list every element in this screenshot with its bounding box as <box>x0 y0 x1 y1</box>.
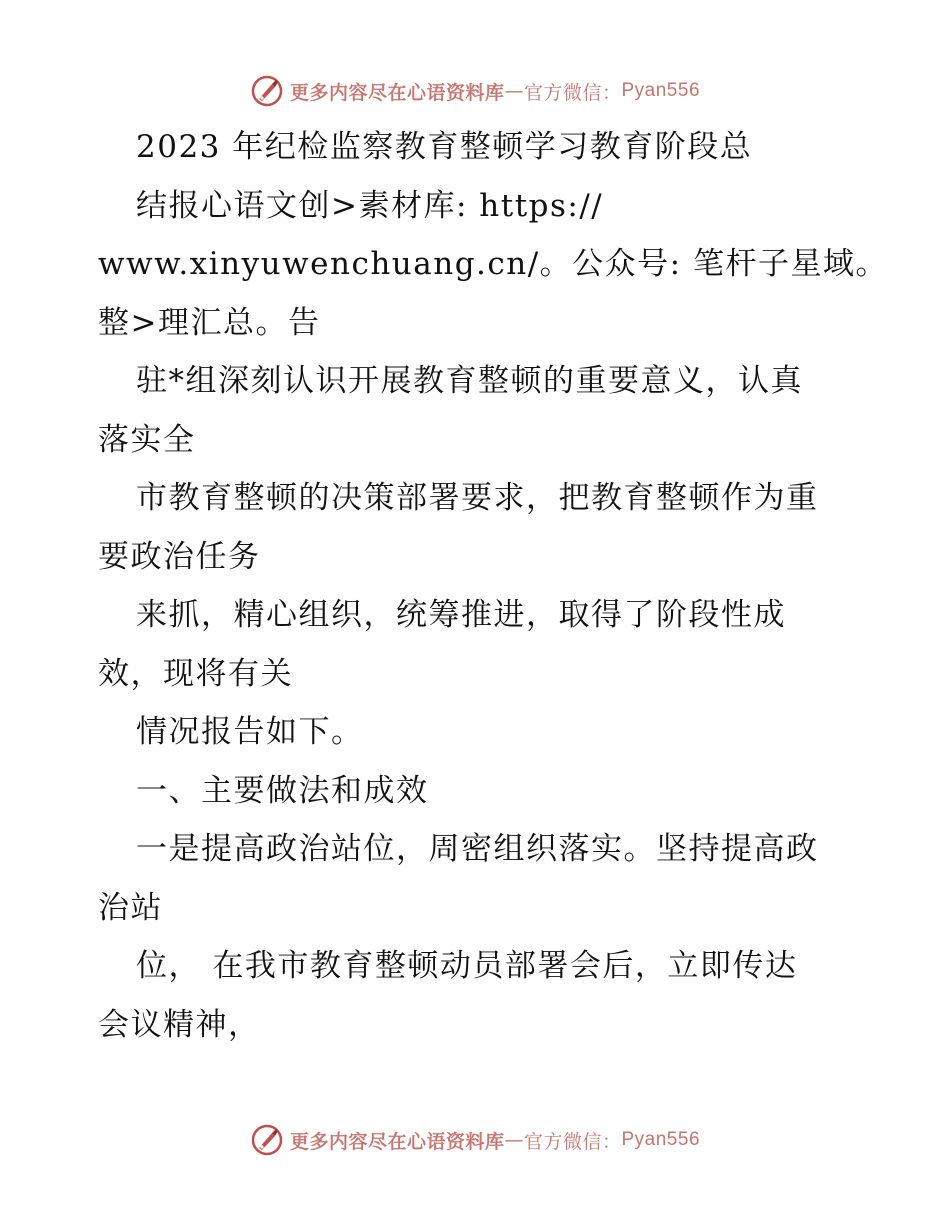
footer-banner <box>0 1120 950 1160</box>
text-line: 治站 <box>98 889 163 926</box>
text-line: 情况报告如下。 <box>136 714 364 750</box>
text-line: www.xinyuwenchuang.cn/。公众号: 笔杆子星域。 <box>98 246 888 282</box>
document-body <box>98 118 888 1054</box>
text-line: 整>理汇总。告 <box>98 304 321 341</box>
text-line: 市教育整顿的决策部署要求，把教育整顿作为重 <box>136 480 819 516</box>
banner-wechat-label: 官方微信： <box>523 81 622 104</box>
pen-nib-logo-icon <box>250 1123 284 1157</box>
pen-nib-logo-icon <box>250 74 284 108</box>
banner-wechat-id: Pyan556 <box>621 1129 701 1150</box>
header-banner <box>0 71 950 111</box>
text-line: 要政治任务 <box>98 538 261 575</box>
text-line: 落实全 <box>98 421 196 458</box>
text-line: 位， 在我市教育整顿动员部署会后，立即传达 <box>136 948 798 984</box>
text-line: 驻*组深刻认识开展教育整顿的重要意义，认真 <box>136 363 803 399</box>
banner-main-text: 更多内容尽在心语资料库 <box>289 81 505 104</box>
text-line: 一、主要做法和成效 <box>136 772 429 809</box>
banner-dash: — <box>504 1129 524 1151</box>
text-line: 会议精神， <box>98 1006 261 1043</box>
banner-wechat-label: 官方微信： <box>523 1130 622 1153</box>
banner-dash: — <box>504 80 524 102</box>
text-line: 效，现将有关 <box>98 655 293 692</box>
banner-wechat-id: Pyan556 <box>621 80 701 101</box>
text-line: 来抓，精心组织，统筹推进，取得了阶段性成 <box>136 597 786 633</box>
text-line: 一是提高政治站位，周密组织落实。坚持提高政 <box>136 831 819 867</box>
text-line: 2023 年纪检监察教育整顿学习教育阶段总 <box>136 129 753 165</box>
text-line: 结报心语文创>素材库: https:// <box>136 187 604 224</box>
banner-main-text: 更多内容尽在心语资料库 <box>289 1130 505 1153</box>
